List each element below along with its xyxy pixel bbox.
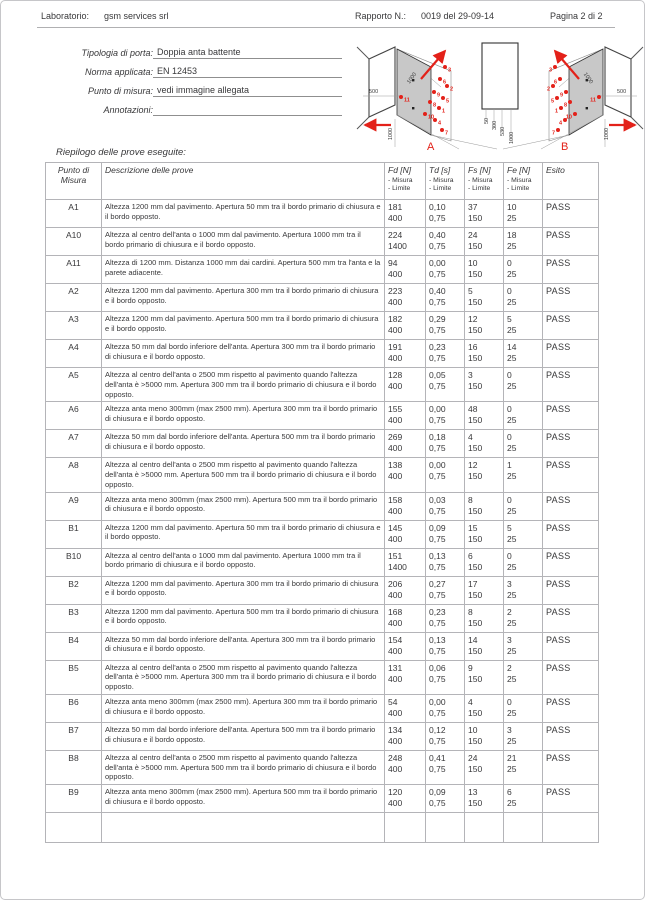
header-divider — [37, 27, 615, 28]
measure-point-dot — [399, 95, 403, 99]
table-row — [46, 228, 599, 256]
cell-td: 0,06 0,75 — [426, 660, 465, 694]
measure-point-dot — [443, 65, 447, 69]
cell-punto-misura: B4 — [46, 632, 102, 660]
cell-fs: 6 150 — [465, 548, 504, 576]
field-annotazioni — [59, 97, 342, 116]
cell-fd: 158 400 — [385, 492, 426, 520]
tipologia-label: Tipologia di porta: — [81, 48, 153, 58]
measure-point-label: 6 — [443, 79, 447, 86]
cell-esito: PASS — [543, 694, 599, 722]
measure-point-label: 7 — [551, 130, 555, 137]
measure-point-dot — [428, 100, 432, 104]
cell-td: 0,29 0,75 — [426, 312, 465, 340]
header-descrizione: Descrizione delle prove — [102, 163, 385, 200]
center-block — [482, 43, 518, 109]
cell-descrizione: Altezza 1200 mm dal pavimento. Apertura 50 mm tra il bordo primario di chiusura e il bordo opposto. — [102, 200, 385, 228]
measure-point-dot — [559, 106, 563, 110]
measure-point-label: 2 — [450, 86, 454, 93]
cell-descrizione: Altezza 1200 mm dal pavimento. Apertura 300 mm tra il bordo primario di chiusura e il bordo opposto. — [102, 576, 385, 604]
cell-punto-misura: B9 — [46, 785, 102, 813]
cell-esito: PASS — [543, 548, 599, 576]
cell-punto-misura: B10 — [46, 548, 102, 576]
table-row — [46, 402, 599, 430]
measurement-diagram — [355, 35, 645, 155]
cell-fe: 0 25 — [504, 368, 543, 402]
cell-descrizione: Altezza di 1200 mm. Distanza 1000 mm dai cardini. Apertura 500 mm tra l'anta e la parete adiacente. — [102, 256, 385, 284]
table-row — [46, 722, 599, 750]
cell-fd: 168 400 — [385, 604, 426, 632]
table-row — [46, 694, 599, 722]
measure-point-label: 8 — [433, 102, 437, 109]
cell-td: 0,03 0,75 — [426, 492, 465, 520]
measure-point-dot — [564, 90, 568, 94]
cell-fs: 10 150 — [465, 722, 504, 750]
dim-label-1000-diag-left: 1000 — [406, 71, 419, 86]
cell-fe: 6 25 — [504, 785, 543, 813]
cell-fe: 0 25 — [504, 548, 543, 576]
table-header-row — [46, 163, 599, 200]
cell-fd: 206 400 — [385, 576, 426, 604]
measure-point-label: 5 — [550, 98, 554, 105]
cell-td: 0,00 0,75 — [426, 256, 465, 284]
cell-fd: 191 400 — [385, 340, 426, 368]
cell-punto-misura: B8 — [46, 750, 102, 784]
header-fe: Fe [N] - Misura - Limite — [504, 163, 543, 200]
door-a-geometry — [357, 47, 497, 149]
measure-point-label: 1 — [442, 108, 446, 115]
door-diagram-svg — [355, 35, 645, 155]
table-row — [46, 458, 599, 492]
door-b-geometry — [503, 47, 643, 149]
cell-punto-misura: A9 — [46, 492, 102, 520]
measure-point-label: 10 — [428, 114, 435, 121]
cell-fe: 0 25 — [504, 402, 543, 430]
measure-point-label: 11 — [590, 97, 596, 104]
cell-td: 0,13 0,75 — [426, 632, 465, 660]
cell-fs: 14 150 — [465, 632, 504, 660]
table-row — [46, 256, 599, 284]
report-form — [59, 40, 342, 116]
cell-fd: 269 400 — [385, 430, 426, 458]
cell-fd: 134 400 — [385, 722, 426, 750]
cell-td: 0,13 0,75 — [426, 548, 465, 576]
cell-fs: 17 150 — [465, 576, 504, 604]
measure-point-dot — [432, 90, 436, 94]
cell-td: 0,05 0,75 — [426, 368, 465, 402]
dim-label-1000-left: 1000 — [388, 127, 394, 141]
dim-label-1000-diag-right: 1000 — [581, 71, 594, 86]
results-table — [45, 162, 599, 843]
cell-descrizione: Altezza 1200 mm dal pavimento. Apertura 300 mm tra il bordo primario di chiusura e il bordo opposto. — [102, 284, 385, 312]
empty-cell — [465, 813, 504, 843]
measure-point-label: 5 — [446, 98, 450, 105]
cell-fe: 0 25 — [504, 694, 543, 722]
table-row — [46, 200, 599, 228]
cell-fd: 94 400 — [385, 256, 426, 284]
empty-cell — [543, 813, 599, 843]
cell-fd: 182 400 — [385, 312, 426, 340]
cell-fe: 5 25 — [504, 312, 543, 340]
measure-point-dot — [597, 95, 601, 99]
cell-td: 0,09 0,75 — [426, 785, 465, 813]
table-row — [46, 750, 599, 784]
cell-td: 0,18 0,75 — [426, 430, 465, 458]
cell-punto-misura: B5 — [46, 660, 102, 694]
cell-esito: PASS — [543, 200, 599, 228]
norma-label: Norma applicata: — [84, 67, 153, 77]
cell-esito: PASS — [543, 256, 599, 284]
cell-punto-misura: A1 — [46, 200, 102, 228]
measure-point-dot — [558, 77, 562, 81]
cell-fe: 10 25 — [504, 200, 543, 228]
cell-descrizione: Altezza al centro dell'anta o 2500 mm rispetto al pavimento quando l'altezza dell'anta è >5000 mm. Apertura 500 mm tra il bordo primario di chiusura e il bordo opposto. — [102, 458, 385, 492]
dim-label-500-right: 500 — [617, 89, 627, 95]
cell-punto-misura: B1 — [46, 520, 102, 548]
measure-point-label: 4 — [558, 120, 562, 127]
measure-point-dot — [438, 77, 442, 81]
cell-descrizione: Altezza 1200 mm dal pavimento. Apertura 500 mm tra il bordo primario di chiusura e il bordo opposto. — [102, 312, 385, 340]
measure-point-label: 7 — [445, 130, 449, 137]
cell-descrizione: Altezza anta meno 300mm (max 2500 mm). Apertura 300 mm tra il bordo primario di chiusura e il bordo opposto. — [102, 402, 385, 430]
dim-label-1000-center: 1000 — [509, 131, 515, 144]
cell-fs: 12 150 — [465, 458, 504, 492]
cell-esito: PASS — [543, 368, 599, 402]
measure-point-label: 4 — [438, 120, 442, 127]
header-fs: Fs [N] - Misura - Limite — [465, 163, 504, 200]
cell-fs: 48 150 — [465, 402, 504, 430]
measure-point-label: 6 — [553, 79, 557, 86]
cell-fd: 248 400 — [385, 750, 426, 784]
cell-fd: 151 1400 — [385, 548, 426, 576]
cell-esito: PASS — [543, 340, 599, 368]
cell-fd: 223 400 — [385, 284, 426, 312]
door-b-label: B — [561, 141, 569, 153]
punto-misura-label: Punto di misura: — [87, 86, 153, 96]
cell-descrizione: Altezza 50 mm dal bordo inferiore dell'anta. Apertura 300 mm tra il bordo primario di chiusura e il bordo opposto. — [102, 340, 385, 368]
annotazioni-label: Annotazioni: — [103, 105, 153, 115]
dim-label-1000-right: 1000 — [604, 127, 610, 141]
cell-fs: 9 150 — [465, 660, 504, 694]
cell-fs: 3 150 — [465, 368, 504, 402]
cell-punto-misura: A3 — [46, 312, 102, 340]
cell-fs: 8 150 — [465, 604, 504, 632]
door-a-label: A — [427, 141, 435, 153]
cell-fe: 1 25 — [504, 458, 543, 492]
cell-fs: 4 150 — [465, 430, 504, 458]
cell-fe: 18 25 — [504, 228, 543, 256]
cell-fs: 15 150 — [465, 520, 504, 548]
header-punto-misura: Punto di Misura — [46, 163, 102, 200]
table-row — [46, 785, 599, 813]
cell-td: 0,00 0,75 — [426, 458, 465, 492]
table-row — [46, 492, 599, 520]
measure-point-label: 3 — [548, 67, 552, 74]
table-row — [46, 576, 599, 604]
cell-punto-misura: A4 — [46, 340, 102, 368]
cell-fd: 155 400 — [385, 402, 426, 430]
cell-punto-misura: B6 — [46, 694, 102, 722]
cell-td: 0,09 0,75 — [426, 520, 465, 548]
cell-fe: 21 25 — [504, 750, 543, 784]
cell-td: 0,12 0,75 — [426, 722, 465, 750]
field-norma — [59, 59, 342, 78]
cell-fd: 224 1400 — [385, 228, 426, 256]
measure-point-label: 11 — [404, 97, 410, 104]
measure-point-dot — [568, 100, 572, 104]
cell-fe: 0 25 — [504, 492, 543, 520]
measure-point-dot — [555, 96, 559, 100]
cell-esito: PASS — [543, 312, 599, 340]
table-row — [46, 368, 599, 402]
cell-descrizione: Altezza 1200 mm dal pavimento. Apertura 500 mm tra il bordo primario di chiusura e il bordo opposto. — [102, 604, 385, 632]
cell-td: 0,41 0,75 — [426, 750, 465, 784]
measure-point-dot — [553, 65, 557, 69]
cell-esito: PASS — [543, 785, 599, 813]
cell-td: 0,23 0,75 — [426, 604, 465, 632]
table-row — [46, 284, 599, 312]
field-tipologia — [59, 40, 342, 59]
measure-point-dot — [437, 106, 441, 110]
table-row — [46, 340, 599, 368]
measure-point-label: 3 — [448, 67, 452, 74]
cell-fd: 138 400 — [385, 458, 426, 492]
rapporto-label: Rapporto N.: — [355, 11, 407, 21]
empty-cell — [46, 813, 102, 843]
table-row — [46, 548, 599, 576]
cell-fe: 2 25 — [504, 604, 543, 632]
cell-td: 0,00 0,75 — [426, 402, 465, 430]
cell-fd: 128 400 — [385, 368, 426, 402]
cell-fs: 10 150 — [465, 256, 504, 284]
cell-esito: PASS — [543, 604, 599, 632]
cell-td: 0,23 0,75 — [426, 340, 465, 368]
norma-value: EN 12453 — [153, 66, 342, 78]
cell-esito: PASS — [543, 458, 599, 492]
annotazioni-value — [153, 114, 342, 116]
field-punto-misura — [59, 78, 342, 97]
cell-fd: 120 400 — [385, 785, 426, 813]
header-fd: Fd [N] - Misura - Limite — [385, 163, 426, 200]
table-row — [46, 604, 599, 632]
cell-punto-misura: B3 — [46, 604, 102, 632]
cell-td: 0,40 0,75 — [426, 284, 465, 312]
cell-punto-misura: B7 — [46, 722, 102, 750]
cell-esito: PASS — [543, 632, 599, 660]
cell-punto-misura: A10 — [46, 228, 102, 256]
cell-td: 0,10 0,75 — [426, 200, 465, 228]
measure-point-dot — [441, 96, 445, 100]
cell-esito: PASS — [543, 402, 599, 430]
cell-fe: 2 25 — [504, 660, 543, 694]
dim-label-300: 300 — [492, 120, 498, 130]
results-table-body — [46, 200, 599, 843]
cell-descrizione: Altezza anta meno 300mm (max 2500 mm). Apertura 300 mm tra il bordo primario di chiusura e il bordo opposto. — [102, 694, 385, 722]
table-row — [46, 520, 599, 548]
cell-fs: 16 150 — [465, 340, 504, 368]
cell-fd: 131 400 — [385, 660, 426, 694]
dim-label-50: 50 — [484, 117, 490, 124]
cell-fe: 5 25 — [504, 520, 543, 548]
cell-fd: 154 400 — [385, 632, 426, 660]
measure-point-dot — [573, 112, 577, 116]
cell-descrizione: Altezza al centro dell'anta o 1000 mm dal pavimento. Apertura 1000 mm tra il bordo primario di chiusura e il bordo opposto. — [102, 228, 385, 256]
empty-cell — [102, 813, 385, 843]
cell-punto-misura: A7 — [46, 430, 102, 458]
measure-point-label: 8 — [563, 102, 567, 109]
empty-cell — [504, 813, 543, 843]
header-td: Td [s] - Misura - Limite — [426, 163, 465, 200]
cell-fs: 37 150 — [465, 200, 504, 228]
table-row — [46, 632, 599, 660]
cell-esito: PASS — [543, 228, 599, 256]
cell-esito: PASS — [543, 520, 599, 548]
cell-fs: 24 150 — [465, 750, 504, 784]
cell-td: 0,00 0,75 — [426, 694, 465, 722]
cell-fd: 54 400 — [385, 694, 426, 722]
laboratorio-value: gsm services srl — [104, 11, 169, 21]
cell-punto-misura: A8 — [46, 458, 102, 492]
tipologia-value: Doppia anta battente — [153, 47, 342, 59]
cell-fe: 3 25 — [504, 576, 543, 604]
measure-point-dot — [440, 128, 444, 132]
cell-fe: 14 25 — [504, 340, 543, 368]
cell-descrizione: Altezza anta meno 300mm (max 2500 mm). Apertura 500 mm tra il bordo primario di chiusura e il bordo opposto. — [102, 492, 385, 520]
cell-td: 0,27 0,75 — [426, 576, 465, 604]
cell-punto-misura: B2 — [46, 576, 102, 604]
cell-descrizione: Altezza 1200 mm dal pavimento. Apertura 50 mm tra il bordo primario di chiusura e il bordo opposto. — [102, 520, 385, 548]
cell-esito: PASS — [543, 430, 599, 458]
dim-label-530: 530 — [500, 126, 506, 136]
cell-descrizione: Altezza al centro dell'anta o 2500 mm rispetto al pavimento quando l'altezza dell'anta è >5000 mm. Apertura 300 mm tra il bordo primario di chiusura e il bordo opposto. — [102, 660, 385, 694]
measure-point-label: 1 — [554, 108, 558, 115]
cell-descrizione: Altezza 50 mm dal bordo inferiore dell'anta. Apertura 300 mm tra il bordo primario di chiusura e il bordo opposto. — [102, 632, 385, 660]
cell-descrizione: Altezza al centro dell'anta o 2500 mm rispetto al pavimento quando l'altezza dell'anta è >5000 mm. Apertura 300 mm tra il bordo primario di chiusura e il bordo opposto. — [102, 368, 385, 402]
cell-esito: PASS — [543, 722, 599, 750]
cell-descrizione: Altezza 50 mm dal bordo inferiore dell'anta. Apertura 500 mm tra il bordo primario di chiusura e il bordo opposto. — [102, 722, 385, 750]
cell-fd: 145 400 — [385, 520, 426, 548]
cell-descrizione: Altezza 50 mm dal bordo inferiore dell'anta. Apertura 500 mm tra il bordo primario di chiusura e il bordo opposto. — [102, 430, 385, 458]
measure-point-label: 9 — [559, 92, 563, 99]
cell-fs: 5 150 — [465, 284, 504, 312]
cell-esito: PASS — [543, 284, 599, 312]
cell-punto-misura: A5 — [46, 368, 102, 402]
cell-fe: 3 25 — [504, 632, 543, 660]
cell-punto-misura: A11 — [46, 256, 102, 284]
cell-punto-misura: A2 — [46, 284, 102, 312]
cell-fs: 8 150 — [465, 492, 504, 520]
riepilogo-title: Riepilogo delle prove eseguite: — [56, 147, 186, 158]
cell-fd: 181 400 — [385, 200, 426, 228]
cell-descrizione: Altezza al centro dell'anta o 1000 mm dal pavimento. Apertura 1000 mm tra il bordo primario di chiusura e il bordo opposto. — [102, 548, 385, 576]
empty-cell — [426, 813, 465, 843]
cell-punto-misura: A6 — [46, 402, 102, 430]
dim-label-500-left: 500 — [369, 89, 379, 95]
cell-descrizione: Altezza anta meno 300mm (max 2500 mm). Apertura 500 mm tra il bordo primario di chiusura e il bordo opposto. — [102, 785, 385, 813]
measure-point-label: 9 — [437, 92, 441, 99]
table-row — [46, 430, 599, 458]
measure-point-label: 2 — [546, 86, 550, 93]
cell-fs: 12 150 — [465, 312, 504, 340]
rapporto-value: 0019 del 29-09-14 — [421, 11, 495, 21]
measure-point-label: 10 — [565, 114, 572, 121]
cell-fe: 0 25 — [504, 256, 543, 284]
cell-td: 0,40 0,75 — [426, 228, 465, 256]
cell-fs: 13 150 — [465, 785, 504, 813]
cell-esito: PASS — [543, 492, 599, 520]
cell-esito: PASS — [543, 660, 599, 694]
table-row — [46, 312, 599, 340]
cell-fs: 4 150 — [465, 694, 504, 722]
cell-esito: PASS — [543, 750, 599, 784]
cell-fs: 24 150 — [465, 228, 504, 256]
cell-esito: PASS — [543, 576, 599, 604]
cell-fe: 0 25 — [504, 430, 543, 458]
empty-cell — [385, 813, 426, 843]
measure-point-dot — [556, 128, 560, 132]
laboratorio-label: Laboratorio: — [41, 11, 90, 21]
header-esito: Esito — [543, 163, 599, 200]
table-row — [46, 660, 599, 694]
cell-fe: 3 25 — [504, 722, 543, 750]
cell-descrizione: Altezza al centro dell'anta o 2500 mm rispetto al pavimento quando l'altezza dell'anta è >5000 mm. Apertura 500 mm tra il bordo primario di chiusura e il bordo opposto. — [102, 750, 385, 784]
page-number: Pagina 2 di 2 — [550, 11, 603, 21]
punto-misura-value: vedi immagine allegata — [153, 85, 342, 97]
measure-point-dot — [423, 112, 427, 116]
cell-fe: 0 25 — [504, 284, 543, 312]
table-row-empty — [46, 813, 599, 843]
